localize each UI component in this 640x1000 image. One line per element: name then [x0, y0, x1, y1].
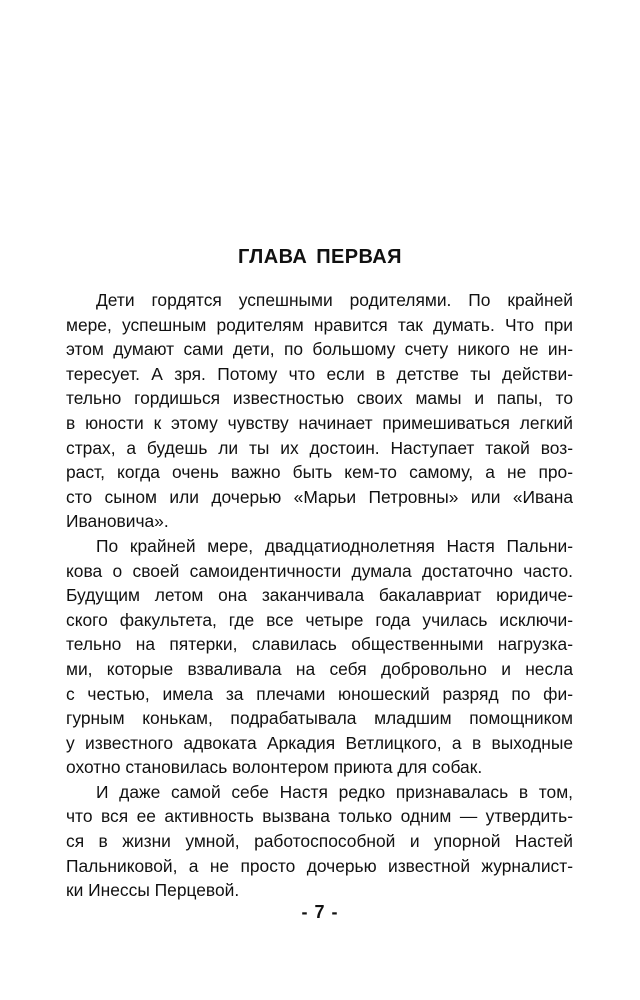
text-line: ся в жизни умной, работоспособной и упорной Настей	[66, 831, 573, 852]
text-line: гурным конькам, подрабатывала младшим помощником	[66, 708, 573, 729]
body-text	[66, 288, 573, 903]
text-line: с честью, имела за плечами юношеский разряд по фи-	[66, 683, 573, 704]
text-line: ки Инессы Перцевой.	[66, 880, 240, 901]
text-line: у известного адвоката Аркадия Ветлицкого, а в выходные	[66, 732, 573, 753]
text-line: тересует. А зря. Потому что если в детстве ты действи-	[66, 363, 573, 384]
paragraph	[66, 780, 573, 903]
text-line: Ивановича».	[66, 511, 169, 532]
text-line: этом думают сами дети, по большому счету никого не ин-	[66, 339, 573, 360]
page-number: - 7 -	[301, 902, 339, 922]
text-line: мере, успешным родителям нравится так думать. Что при	[66, 314, 573, 335]
text-line: страх, а будешь ли ты их достоин. Наступает такой воз-	[66, 437, 573, 458]
text-line: тельно на пятерки, славилась общественными нагрузка-	[66, 634, 573, 655]
text-line: И даже самой себе Настя редко признавалась в том,	[96, 781, 573, 802]
text-line: что вся ее активность вызвана только одним — утвердить-	[66, 806, 573, 827]
text-line: сто сыном или дочерью «Марьи Петровны» или «Ивана	[66, 486, 573, 507]
paragraph	[66, 534, 573, 780]
chapter-title: ГЛАВА ПЕРВАЯ	[238, 246, 402, 268]
text-line: ского факультета, где все четыре года училась исключи-	[66, 609, 573, 630]
text-line: ми, которые взваливала на себя добровольно и несла	[66, 658, 573, 679]
text-line: тельно гордишься известностью своих мамы и папы, то	[66, 388, 573, 409]
text-line: в юности к этому чувству начинает примешиваться легкий	[66, 412, 573, 433]
text-line: Будущим летом она заканчивала бакалавриат юридиче-	[66, 585, 573, 606]
paragraph	[66, 288, 573, 534]
text-line: охотно становилась волонтером приюта для собак.	[66, 757, 483, 778]
text-line: Пальниковой, а не просто дочерью известной журналист-	[66, 855, 573, 876]
text-line: кова о своей самоидентичности думала достаточно часто.	[66, 560, 573, 581]
text-line: Дети гордятся успешными родителями. По крайней	[96, 290, 573, 310]
text-line: раст, когда очень важно быть кем-то самому, а не про-	[66, 462, 573, 483]
text-line: По крайней мере, двадцатиоднолетняя Настя Пальни-	[96, 535, 573, 556]
